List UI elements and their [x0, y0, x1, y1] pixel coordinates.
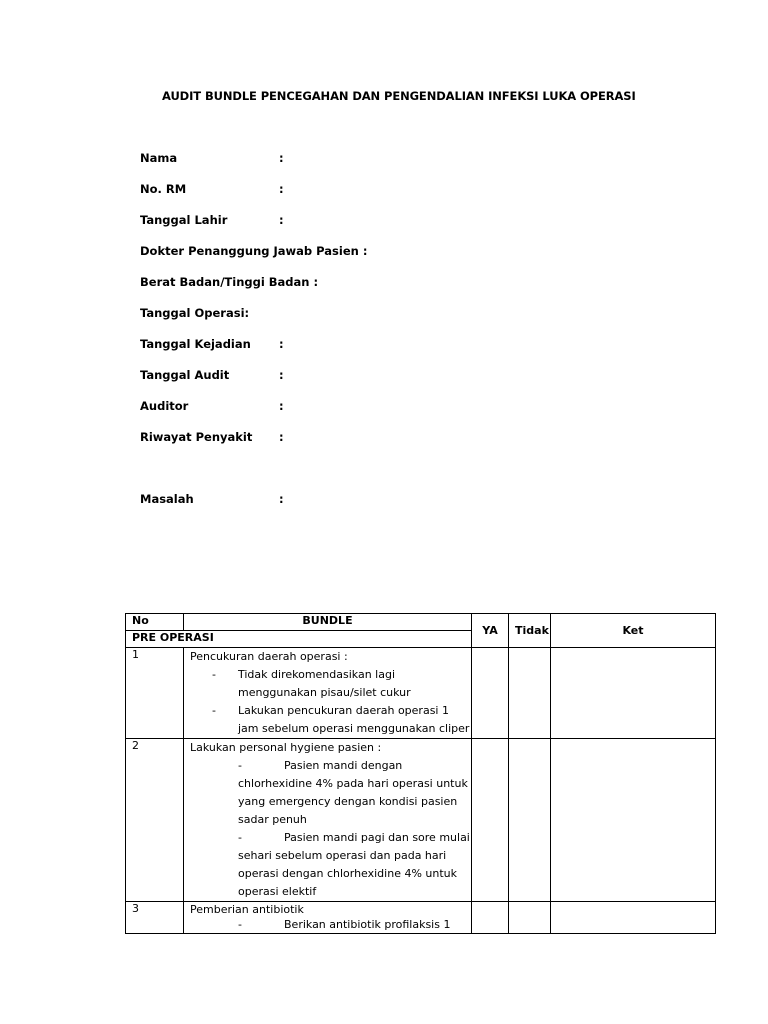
bullet-line [190, 847, 465, 865]
row-heading: Pencukuran daerah operasi : [190, 650, 348, 663]
bullet-line [190, 720, 470, 738]
field-label: Nama [140, 151, 178, 165]
bullet-text: sehari sebelum operasi dan pada hari [238, 849, 447, 862]
cell-ya[interactable] [472, 902, 509, 934]
bullet-text: menggunakan pisau/silet cukur [238, 686, 411, 699]
bullet-text: Pasien mandi dengan [284, 759, 403, 772]
row-bundle-content [184, 648, 472, 739]
field-tanggal-operasi [140, 305, 249, 321]
field-colon: : [279, 492, 284, 506]
bullet-line [190, 775, 468, 793]
field-dokter [140, 243, 367, 259]
header-bundle: BUNDLE [184, 614, 472, 631]
cell-tidak[interactable] [509, 739, 551, 902]
row-bundle-content [184, 739, 472, 902]
bullet-line [190, 793, 465, 811]
field-label: Masalah [140, 492, 194, 506]
field-tanggal-audit [140, 367, 284, 383]
row-heading: Lakukan personal hygiene pasien : [190, 741, 382, 754]
cell-ya[interactable] [472, 739, 509, 902]
bullet-line [190, 757, 465, 775]
bullet-text: jam sebelum operasi menggunakan cliper [238, 722, 470, 735]
field-colon: : [279, 368, 284, 382]
field-label: Riwayat Penyakit [140, 430, 253, 444]
field-label: Tanggal Lahir [140, 213, 228, 227]
field-colon: : [279, 213, 284, 227]
field-label: Auditor [140, 399, 189, 413]
document-title: AUDIT BUNDLE PENCEGAHAN DAN PENGENDALIAN INFEKSI LUKA OPERASI [162, 89, 636, 103]
header-ket: Ket [551, 614, 716, 648]
table-row [126, 902, 716, 934]
cell-tidak[interactable] [509, 648, 551, 739]
cell-ya[interactable] [472, 648, 509, 739]
row-bundle-content [184, 902, 472, 934]
bullet-text: yang emergency dengan kondisi pasien [238, 795, 458, 808]
dash: - [238, 918, 242, 931]
bullet-text: Tidak direkomendasikan lagi [238, 668, 396, 681]
field-colon: : [279, 430, 284, 444]
field-label: Tanggal Operasi: [140, 306, 250, 320]
field-berat-tinggi [140, 274, 318, 290]
bullet-line [190, 811, 465, 829]
field-nama [140, 150, 284, 166]
header-ya: YA [472, 614, 509, 648]
bullet-text: Lakukan pencukuran daerah operasi 1 [238, 704, 449, 717]
row-number: 3 [126, 902, 184, 934]
bullet-line [190, 702, 465, 720]
field-colon: : [279, 337, 284, 351]
cell-ket[interactable] [551, 739, 716, 902]
field-no-rm [140, 181, 284, 197]
bullet-line [190, 917, 465, 933]
header-no: No [126, 614, 184, 631]
field-masalah [140, 491, 284, 507]
bullet-text: operasi elektif [238, 885, 317, 898]
row-heading: Pemberian antibiotik [190, 903, 304, 916]
field-label: No. RM [140, 182, 187, 196]
field-colon: : [279, 182, 284, 196]
bullet-text: Berikan antibiotik profilaksis 1 [284, 918, 451, 931]
audit-bundle-table [125, 613, 716, 934]
table-row [126, 648, 716, 739]
bullet-line [190, 865, 465, 883]
field-riwayat-penyakit [140, 429, 284, 445]
row-number: 2 [126, 739, 184, 902]
bullet-text: Pasien mandi pagi dan sore mulai [284, 831, 470, 844]
bullet-text: chlorhexidine 4% pada hari operasi untuk [238, 777, 468, 790]
section-pre-operasi: PRE OPERASI [126, 631, 472, 648]
field-tanggal-kejadian [140, 336, 284, 352]
dash: - [212, 668, 216, 681]
dash: - [238, 831, 242, 844]
field-label: Berat Badan/Tinggi Badan : [140, 275, 319, 289]
field-colon: : [279, 399, 284, 413]
field-colon: : [279, 151, 284, 165]
table-row [126, 739, 716, 902]
dash: - [212, 704, 216, 717]
field-auditor [140, 398, 284, 414]
bullet-line [190, 829, 470, 847]
field-label: Dokter Penanggung Jawab Pasien : [140, 244, 368, 258]
bullet-line [190, 684, 465, 702]
field-label: Tanggal Kejadian [140, 337, 251, 351]
bullet-text: sadar penuh [238, 813, 307, 826]
field-tanggal-lahir [140, 212, 284, 228]
bullet-text: operasi dengan chlorhexidine 4% untuk [238, 867, 458, 880]
dash: - [238, 759, 242, 772]
bullet-line [190, 883, 465, 901]
field-label: Tanggal Audit [140, 368, 230, 382]
bullet-line [190, 666, 465, 684]
header-tidak: Tidak [509, 614, 551, 648]
cell-ket[interactable] [551, 902, 716, 934]
cell-ket[interactable] [551, 648, 716, 739]
row-number: 1 [126, 648, 184, 739]
cell-tidak[interactable] [509, 902, 551, 934]
